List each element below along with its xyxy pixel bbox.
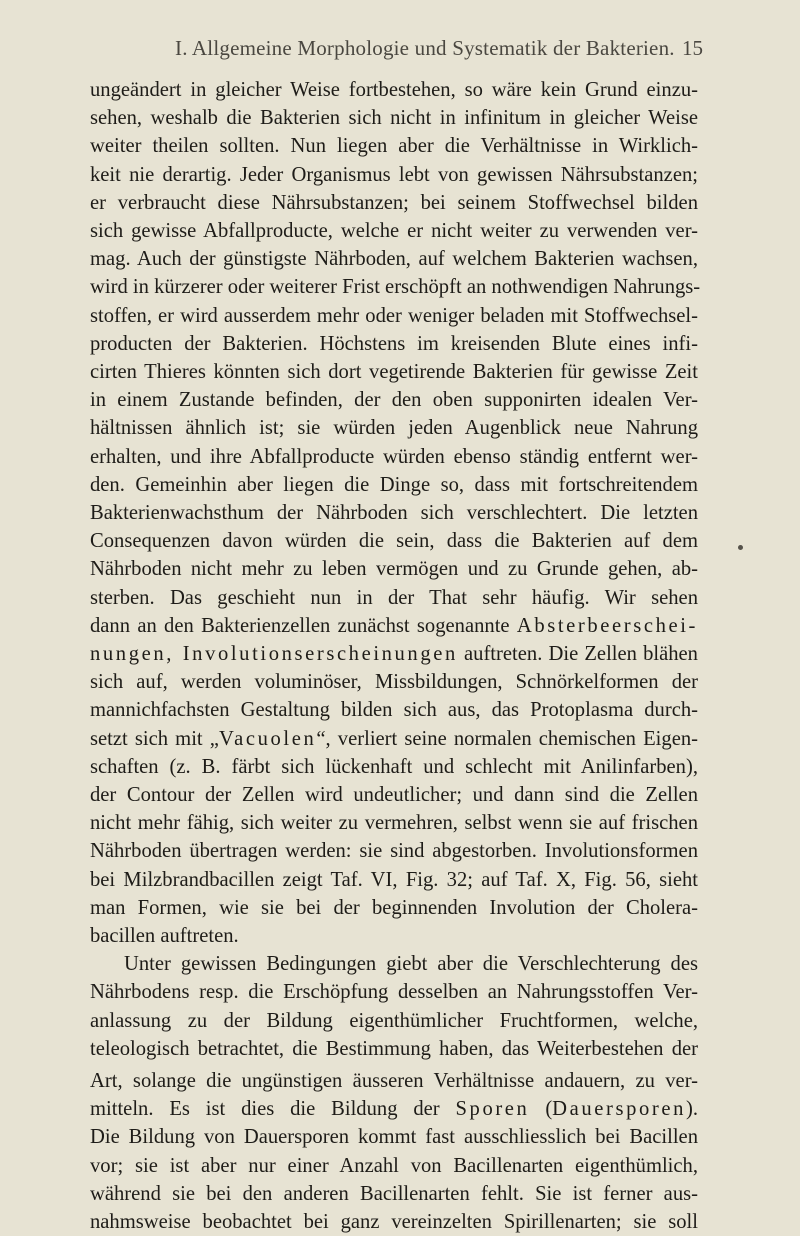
text-line: anlassung zu der Bildung eigenthümlicher Fruchtformen, welche, xyxy=(90,1009,698,1032)
text-line: bacillen auftreten. xyxy=(90,925,239,947)
text-line: Nährbodens resp. die Erschöpfung desselben an Nahrungsstoffen Ver- xyxy=(90,981,698,1004)
text-line: Art, solange die ungünstigen äusseren Verhältnisse andauern, zu ver- xyxy=(90,1070,698,1092)
text-line: teleologisch betrachtet, die Bestimmung haben, das Weiterbestehen der xyxy=(90,1037,698,1060)
text-line xyxy=(90,1095,698,1123)
text-line: der Contour der Zellen wird undeutlicher; und dann sind die Zellen xyxy=(90,784,698,806)
text-line: producten der Bakterien. Höchstens im kreisenden Blute eines infi- xyxy=(90,332,698,355)
spaced-term: Sporen xyxy=(455,1098,530,1121)
text-line: hältnissen ähnlich ist; sie würden jeden Augenblick neue Nahrung xyxy=(90,417,698,440)
text-line: mannichfachsten Gestaltung bilden sich aus, das Protoplasma durch- xyxy=(90,699,698,722)
text-line xyxy=(90,725,698,753)
text-line: sehen, weshalb die Bakterien sich nicht in infinitum in gleicher Weise xyxy=(90,107,698,130)
spaced-term: Vacuolen xyxy=(218,727,317,750)
chapter-title: I. Allgemeine Morphologie und Systematik der Bakterien. xyxy=(175,36,675,60)
spaced-term: nungen, Involutionserscheinungen xyxy=(90,643,458,665)
text-line: während sie bei den anderen Bacillenarten fehlt. Sie ist ferner aus- xyxy=(90,1182,698,1205)
text-run: “, verliert seine normalen chemischen Eigen- xyxy=(316,727,698,750)
text-run: dann an den Bakterienzellen zunächst sogenannte xyxy=(90,614,510,637)
text-line: Nährboden nicht mehr zu leben vermögen und zu Grunde gehen, ab- xyxy=(90,558,698,581)
running-header xyxy=(0,36,800,66)
spaced-term: Absterbeerschei- xyxy=(516,614,698,637)
text-line: man Formen, wie sie bei der beginnenden Involution der Cholera- xyxy=(90,896,698,919)
text-line: mag. Auch der günstigste Nährboden, auf welchem Bakterien wachsen, xyxy=(90,248,698,271)
text-line: nahmsweise beobachtet bei ganz vereinzelten Spirillenarten; sie soll xyxy=(90,1211,698,1233)
text-line: schaften (z. B. färbt sich lückenhaft und schlecht mit Anilinfarben), xyxy=(90,755,698,778)
paragraph-first-line: Unter gewissen Bedingungen giebt aber die Verschlechterung des xyxy=(124,953,698,976)
text-line: sich gewisse Abfallproducte, welche er nicht weiter zu verwenden ver- xyxy=(90,220,698,242)
text-line: bei Milzbrandbacillen zeigt Taf. VI, Fig. 32; auf Taf. X, Fig. 56, sieht xyxy=(90,868,698,891)
text-line: Consequenzen davon würden die sein, dass die Bakterien auf dem xyxy=(90,530,698,553)
text-line xyxy=(90,640,698,668)
text-line: vor; sie ist aber nur einer Anzahl von Bacillenarten eigenthümlich, xyxy=(90,1154,698,1177)
text-line: sterben. Das geschieht nun in der That sehr häufig. Wir sehen xyxy=(90,586,698,609)
text-line: in einem Zustande befinden, der den oben supponirten idealen Ver- xyxy=(90,389,698,412)
text-line: cirten Thieres könnten sich dort vegetirende Bakterien für gewisse Zeit xyxy=(90,361,698,383)
spaced-term: Dauersporen xyxy=(552,1098,686,1121)
page-number: 15 xyxy=(682,36,703,60)
text-line: keit nie derartig. Jeder Organismus lebt von gewissen Nährsubstanzen; xyxy=(90,163,698,186)
text-line: den. Gemeinhin aber liegen die Dinge so, dass mit fortschreitendem xyxy=(90,473,698,496)
text-run: mitteln. Es ist dies die Bildung der xyxy=(90,1098,440,1121)
text-line: Bakterienwachsthum der Nährboden sich verschlechtert. Die letzten xyxy=(90,502,698,524)
text-line: erhalten, und ihre Abfallproducte würden ebenso ständig entfernt wer- xyxy=(90,445,698,468)
text-line: er verbraucht diese Nährsubstanzen; bei seinem Stoffwechsel bilden xyxy=(90,191,698,214)
text-run: ). xyxy=(685,1098,698,1121)
text-line: ungeändert in gleicher Weise fortbestehen, so wäre kein Grund einzu- xyxy=(90,79,698,101)
text-line: wird in kürzerer oder weiterer Frist erschöpft an nothwendigen Nahrungs- xyxy=(90,276,701,299)
text-line: weiter theilen sollten. Nun liegen aber die Verhältnisse in Wirklich- xyxy=(90,135,698,158)
text-run: auftreten. Die Zellen blähen xyxy=(464,643,698,665)
text-line: sich auf, werden voluminöser, Missbildungen, Schnörkelformen der xyxy=(90,671,698,694)
margin-mark xyxy=(738,545,743,550)
text-line: Nährboden übertragen werden: sie sind abgestorben. Involutionsformen xyxy=(90,840,698,863)
text-line: nicht mehr fähig, sich weiter zu vermehren, selbst wenn sie auf frischen xyxy=(90,812,698,835)
text-line: Die Bildung von Dauersporen kommt fast ausschliesslich bei Bacillen xyxy=(90,1126,698,1149)
text-line: stoffen, er wird ausserdem mehr oder weniger beladen mit Stoffwechsel- xyxy=(90,304,698,327)
text-line xyxy=(90,612,698,640)
text-run: setzt sich mit „ xyxy=(90,727,219,750)
text-run: ( xyxy=(545,1098,553,1121)
